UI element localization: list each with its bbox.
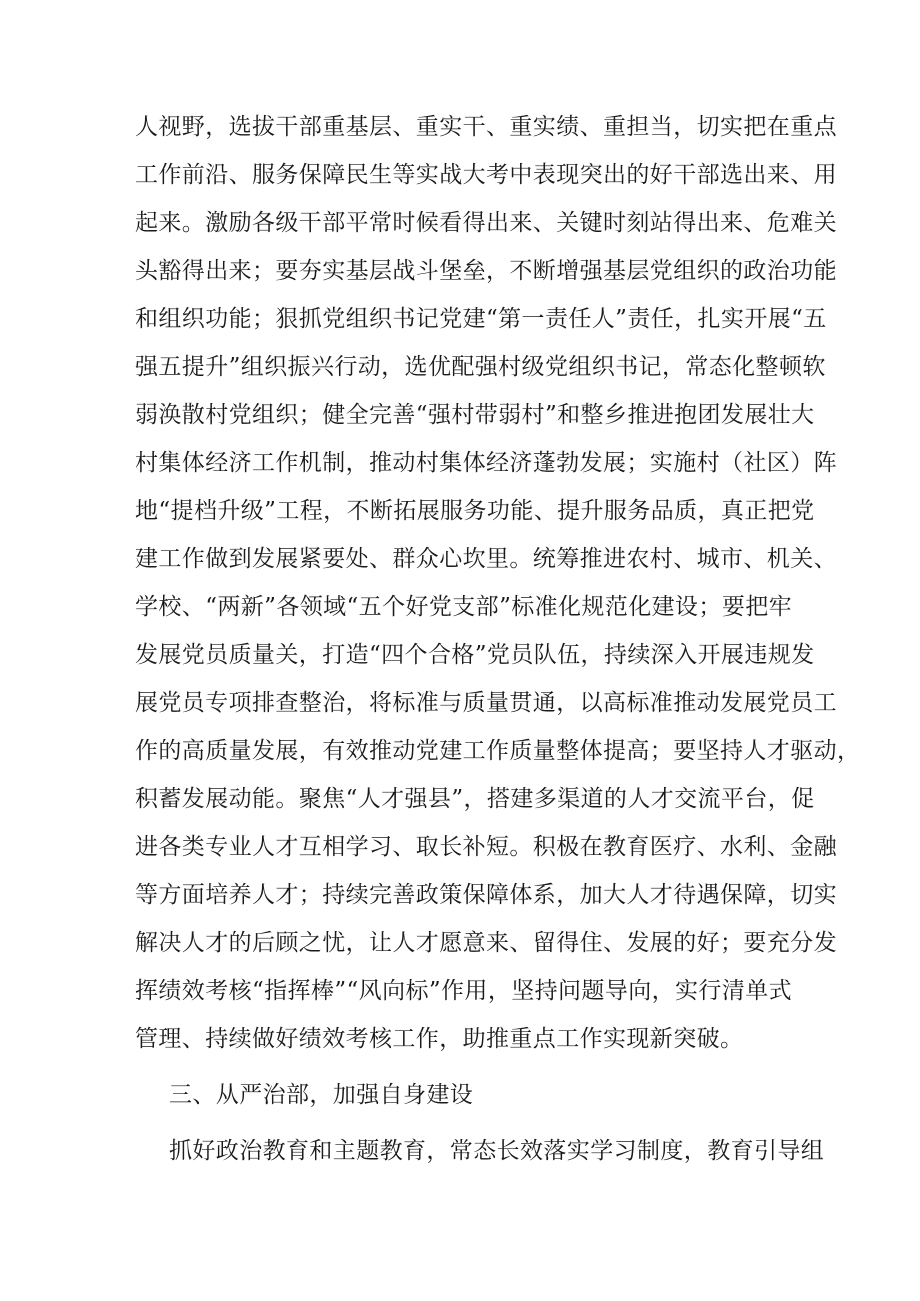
body-line: 人视野，选拔干部重基层、重实干、重实绩、重担当，切实把在重点 [135, 114, 837, 140]
body-line: 进各类专业人才互相学习、取长补短。积极在教育医疗、水利、金融 [135, 834, 837, 860]
body-line: 管理、持续做好绩效考核工作，助推重点工作实现新突破。 [135, 1026, 744, 1052]
body-line: 头豁得出来；要夯实基层战斗堡垒，不断增强基层党组织的政治功能 [135, 258, 837, 284]
body-line: 建工作做到发展紧要处、群众心坎里。统筹推进农村、城市、机关、 [135, 546, 837, 572]
body-line: 挥绩效考核“指挥棒”“风向标”作用，坚持问题导向，实行清单式 [135, 978, 793, 1004]
body-line: 村集体经济工作机制，推动村集体经济蓬勃发展；实施村（社区）阵 [135, 450, 837, 476]
body-line: 起来。激励各级干部平常时候看得出来、关键时刻站得出来、危难关 [135, 210, 837, 236]
body-line: 学校、“两新”各领域“五个好党支部”标准化规范化建设；要把牢 [135, 594, 793, 620]
body-line: 解决人才的后顾之忧，让人才愿意来、留得住、发展的好；要充分发 [135, 930, 837, 956]
body-line: 地“提档升级”工程，不断拓展服务功能、提升服务品质，真正把党 [135, 498, 815, 524]
body-line: 等方面培养人才；持续完善政策保障体系，加大人才待遇保障，切实 [135, 882, 837, 908]
body-line: 抓好政治教育和主题教育，常态长效落实学习制度，教育引导组 [169, 1138, 825, 1164]
section-heading: 三、从严治部，加强自身建设 [169, 1082, 474, 1108]
body-line: 作的高质量发展，有效推动党建工作质量整体提高；要坚持人才驱动， [135, 738, 861, 764]
body-line: 弱涣散村党组织；健全完善“强村带弱村”和整乡推进抱团发展壮大 [135, 402, 815, 428]
body-line: 和组织功能；狠抓党组织书记党建“第一责任人”责任，扎实开展“五 [135, 306, 827, 332]
body-line: 强五提升”组织振兴行动，选优配强村级党组织书记，常态化整顿软 [135, 354, 826, 380]
body-line: 积蓄发展动能。聚焦“人才强县”，搭建多渠道的人才交流平台，促 [135, 786, 815, 812]
body-line: 工作前沿、服务保障民生等实战大考中表现突出的好干部选出来、用 [135, 162, 837, 188]
body-line: 展党员专项排查整治，将标准与质量贯通，以高标准推动发展党员工 [135, 690, 837, 716]
body-line: 发展党员质量关，打造“四个合格”党员队伍，持续深入开展违规发 [135, 642, 815, 668]
